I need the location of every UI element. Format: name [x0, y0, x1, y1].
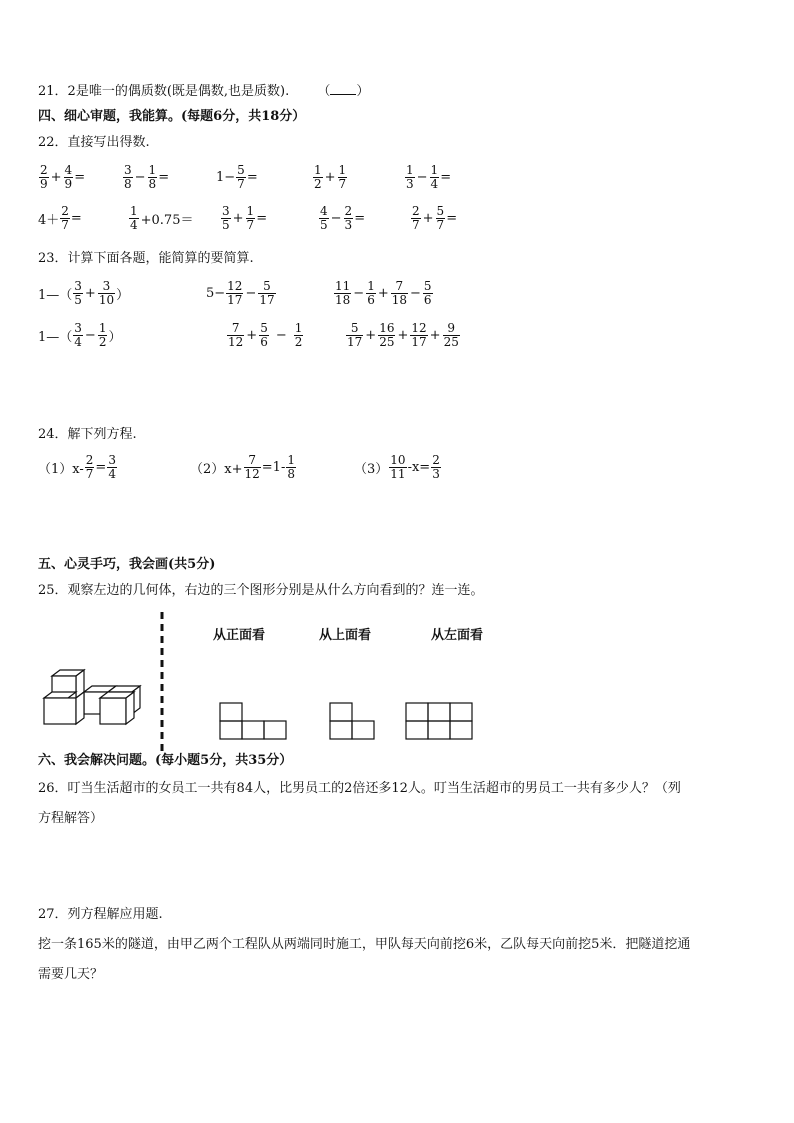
- fraction: $\frac{12}{17}$: [227, 279, 243, 307]
- fraction: $\frac{5}{7}$: [237, 163, 245, 191]
- q21-answer-blank[interactable]: [330, 82, 356, 95]
- fraction: $\frac{1}{7}$: [246, 204, 255, 232]
- q22-row1-item2: $\frac{3}{8}$ − $\frac{1}{8}$ =: [124, 163, 170, 191]
- q22-row2-item2: $\frac{1}{4}$ +0.75＝: [130, 204, 194, 232]
- fraction: $\frac{1}{4}$: [130, 204, 138, 232]
- cube-solid: [44, 670, 140, 724]
- fraction: $\frac{2}{9}$: [40, 163, 48, 191]
- q21-text: 21．2是唯一的偶质数(既是偶数,也是质数).: [38, 84, 290, 99]
- fraction: $\frac{11}{18}$: [335, 279, 351, 307]
- q27-title: 27．列方程解应用题.: [38, 907, 163, 922]
- fraction: $\frac{1}{2}$: [314, 163, 322, 191]
- fraction: $\frac{2}{7}$: [412, 204, 420, 232]
- q22-title: 22．直接写出得数.: [38, 135, 150, 150]
- fraction: $\frac{3}{10}$: [98, 279, 115, 307]
- fraction: $\frac{16}{25}$: [379, 321, 395, 349]
- q22-row1-item4: $\frac{1}{2}$ + $\frac{1}{7}$: [314, 163, 347, 191]
- view-label-left: 从左面看: [431, 628, 484, 643]
- q23-expr6: $\frac{5}{17}$ + $\frac{16}{25}$ + $\frac{12}{17}$ + $\frac{9}{25}$: [347, 321, 459, 349]
- q26-line1: 26．叮当生活超市的女员工一共有84人，比男员工的2倍还多12人。叮当生活超市的男员工一共有多少人？（列: [38, 781, 681, 796]
- q26-line2: 方程解答）: [38, 811, 104, 826]
- fraction: $\frac{1}{8}$: [287, 453, 295, 481]
- view-label-top: 从上面看: [319, 628, 372, 643]
- fraction: $\frac{4}{9}$: [64, 163, 73, 191]
- fraction: $\frac{3}{4}$: [74, 321, 82, 349]
- fraction: $\frac{1}{6}$: [367, 279, 375, 307]
- q27-line1: 挖一条165米的隧道，由甲乙两个工程队从两端同时施工，甲队每天向前挖6米，乙队每天向前挖5米．把隧道挖通: [38, 937, 691, 952]
- fraction: $\frac{2}{3}$: [432, 453, 440, 481]
- q21-paren-left: （: [317, 84, 331, 99]
- fraction: $\frac{2}{7}$: [61, 204, 69, 232]
- fraction: $\frac{3}{5}$: [222, 204, 230, 232]
- fraction: $\frac{3}{5}$: [74, 279, 82, 307]
- section6-heading: 六、我会解决问题。(每小题5分，共35分）: [38, 753, 293, 768]
- fraction: $\frac{7}{12}$: [244, 453, 260, 481]
- fraction: $\frac{12}{17}$: [411, 321, 427, 349]
- section5-heading: 五、心灵手巧，我会画(共5分): [38, 557, 216, 572]
- q22-row1-item5: $\frac{1}{3}$ − $\frac{1}{4}$ =: [406, 163, 452, 191]
- fraction: $\frac{9}{25}$: [443, 321, 459, 349]
- fraction: $\frac{10}{11}$: [390, 453, 406, 481]
- fraction: $\frac{7}{18}$: [391, 279, 408, 307]
- fraction: $\frac{5}{17}$: [347, 321, 363, 349]
- top-view-shape: [330, 703, 374, 739]
- fraction: $\frac{5}{7}$: [436, 204, 445, 232]
- q23-expr1: 1—（ $\frac{3}{5}$ + $\frac{3}{10}$ ）: [38, 279, 130, 307]
- fraction: $\frac{5}{6}$: [423, 279, 432, 307]
- q22-row2-item5: $\frac{2}{7}$ + $\frac{5}{7}$ =: [412, 204, 458, 232]
- q23-expr3: $\frac{11}{18}$ − $\frac{1}{6}$ + $\frac{7}{18}$ − $\frac{5}{6}$: [335, 279, 432, 307]
- fraction: $\frac{1}{7}$: [338, 163, 347, 191]
- q23-title: 23．计算下面各题，能简算的要简算.: [38, 251, 254, 266]
- q24-eq3: （3） $\frac{10}{11}$ -x= $\frac{2}{3}$: [354, 453, 440, 481]
- fraction: $\frac{2}{3}$: [344, 204, 353, 232]
- fraction: $\frac{5}{17}$: [259, 279, 275, 307]
- q23-expr2: 5− $\frac{12}{17}$ − $\frac{5}{17}$: [206, 279, 275, 307]
- view-label-front: 从正面看: [213, 628, 266, 643]
- section4-heading: 四、细心审题，我能算。(每题6分，共18分）: [38, 109, 306, 124]
- fraction: $\frac{1}{2}$: [294, 321, 303, 349]
- q22-row2-item1: 4＋ $\frac{2}{7}$ =: [38, 204, 82, 232]
- q22-row2-item4: $\frac{4}{5}$ − $\frac{2}{3}$ =: [320, 204, 366, 232]
- left-view-shape: [406, 703, 472, 739]
- q24-eq2: （2）x+ $\frac{7}{12}$ =1- $\frac{1}{8}$: [190, 453, 295, 481]
- q27-line2: 需要几天？: [38, 967, 104, 982]
- fraction: $\frac{1}{4}$: [430, 163, 439, 191]
- fraction: $\frac{4}{5}$: [320, 204, 328, 232]
- fraction: $\frac{5}{6}$: [260, 321, 268, 349]
- fraction: $\frac{3}{4}$: [108, 453, 116, 481]
- q23-expr5: $\frac{7}{12}$ + $\frac{5}{6}$ − $\frac{1}{2}$: [228, 321, 303, 349]
- q23-expr4: 1—（ $\frac{3}{4}$ − $\frac{1}{2}$ ）: [38, 321, 122, 349]
- fraction: $\frac{3}{8}$: [124, 163, 132, 191]
- fraction: $\frac{1}{8}$: [148, 163, 157, 191]
- fraction: $\frac{2}{7}$: [85, 453, 94, 481]
- q22-row1-item3: 1− $\frac{5}{7}$ =: [216, 163, 258, 191]
- fraction: $\frac{7}{12}$: [228, 321, 244, 349]
- q24-eq1: （1）x- $\frac{2}{7}$ = $\frac{3}{4}$: [38, 453, 116, 481]
- q22-row1-item1: $\frac{2}{9}$ + $\frac{4}{9}$ =: [40, 163, 86, 191]
- fraction: $\frac{1}{2}$: [98, 321, 107, 349]
- front-view-shape: [220, 703, 286, 739]
- q25-title: 25．观察左边的几何体，右边的三个图形分别是从什么方向看到的？连一连。: [38, 583, 484, 598]
- q22-row2-item3: $\frac{3}{5}$ + $\frac{1}{7}$ =: [222, 204, 268, 232]
- q24-title: 24．解下列方程.: [38, 427, 137, 442]
- q21-line: [38, 82, 369, 101]
- fraction: $\frac{1}{3}$: [406, 163, 414, 191]
- q21-paren-right: ）: [356, 84, 370, 99]
